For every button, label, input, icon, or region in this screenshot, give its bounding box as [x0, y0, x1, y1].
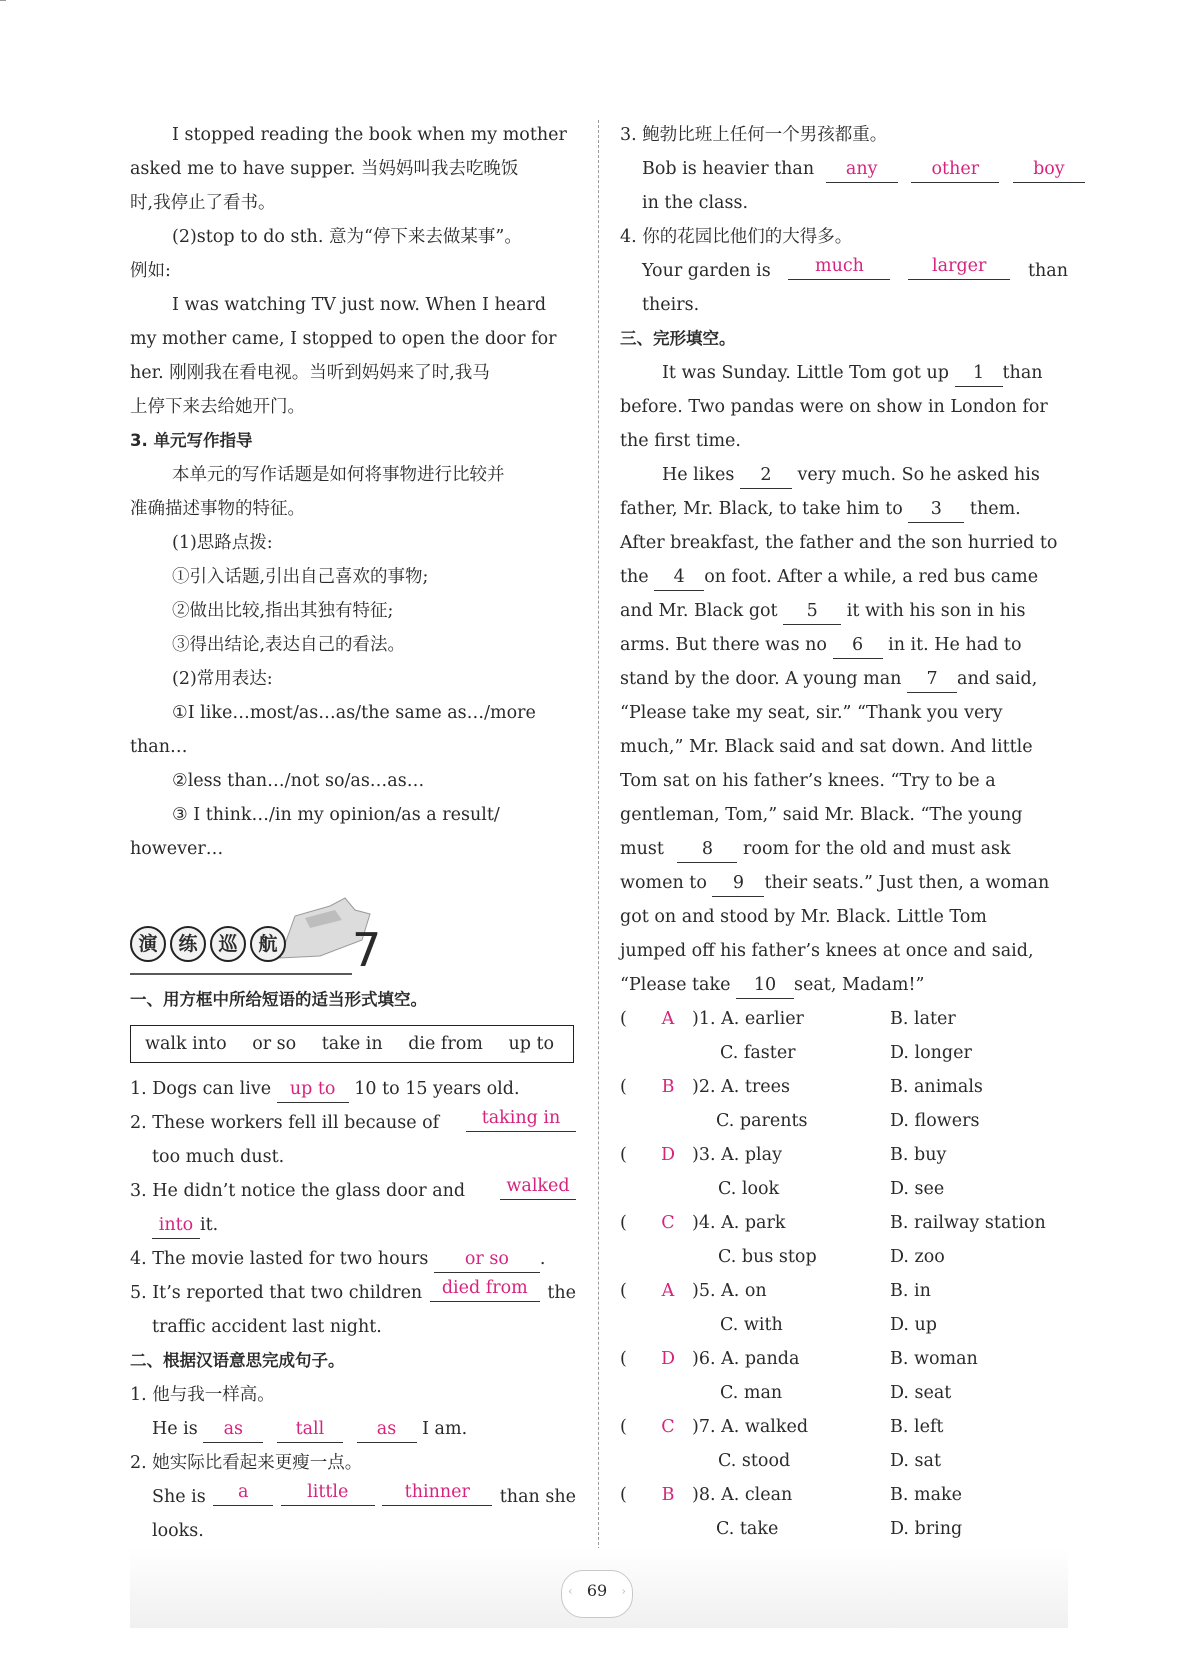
text-line: (1)思路点拨: [172, 533, 273, 553]
text-line: than… [130, 737, 188, 757]
question: 2. These workers fell ill because of taking in [130, 1106, 576, 1140]
cloze-blank: 2 [740, 463, 792, 489]
chevron-left-icon: ‹ [568, 1584, 573, 1598]
question: She is a little thinner than she [152, 1482, 576, 1507]
text-line: 4. 你的花园比他们的大得多。 [620, 227, 853, 247]
choice-row: C. stood D. sat [718, 1451, 941, 1471]
choice-row: C. faster D. longer [720, 1043, 972, 1063]
question: 3. He didn’t notice the glass door and walked [130, 1174, 576, 1208]
choice-row: ( A )5. A. on B. in [620, 1274, 1068, 1308]
crop-mark [0, 0, 6, 1]
choice-answer: A [661, 1009, 675, 1029]
text-line: into it. [130, 1208, 576, 1242]
left-column [130, 118, 580, 866]
choice-row: ( C )7. A. walked B. left [620, 1410, 1068, 1444]
answer-blank: or so [434, 1247, 540, 1273]
exercise-1 [130, 1072, 576, 1548]
exercise-2-title: 二、根据汉语意思完成句子。 [130, 1351, 345, 1370]
choice-row: C. with D. up [720, 1315, 938, 1335]
choice-answer: B [661, 1077, 675, 1097]
answer-blank: little [281, 1480, 375, 1506]
cloze-blank: 7 [907, 667, 957, 693]
cloze-line: got on and stood by Mr. Black. Little Tom [620, 907, 987, 927]
exercise-3-title: 三、完形填空。 [620, 329, 736, 348]
cloze-line: before. Two pandas were on show in London for [620, 397, 1048, 417]
choice-row: C. take D. bring [716, 1519, 963, 1539]
answer-blank: as [203, 1417, 263, 1443]
text-line: however… [130, 839, 224, 859]
banner-char: 巡 [210, 926, 246, 962]
answer-blank: up to [277, 1077, 349, 1103]
page-number-badge [561, 1570, 633, 1618]
text-line: traffic accident last night. [152, 1317, 382, 1337]
cloze-blank: 9 [712, 871, 764, 897]
text-line: in the class. [642, 193, 749, 213]
choice-answer: A [661, 1281, 675, 1301]
phrase: die from [408, 1034, 483, 1054]
choice-answer: B [661, 1485, 675, 1505]
text-line: looks. [152, 1521, 204, 1541]
phrase: take in [321, 1034, 383, 1054]
choice-row: C. bus stop D. zoo [718, 1247, 945, 1267]
text-line: ③ I think…/in my opinion/as a result/ [172, 805, 500, 825]
cloze-line: Tom sat on his father’s knees. “Try to be a [620, 771, 996, 791]
banner-char: 练 [170, 926, 206, 962]
text-line: ①引入话题,引出自己喜欢的事物; [172, 567, 429, 587]
text-line: 时,我停止了看书。 [130, 193, 276, 213]
chevron-right-icon: › [621, 1584, 626, 1598]
choice-row: ( C )4. A. park B. railway station [620, 1206, 1068, 1240]
right-column [620, 118, 1068, 1546]
cloze-blank: 3 [908, 497, 964, 523]
choice-row: ( B )2. A. trees B. animals [620, 1070, 1068, 1104]
cloze-line: stand by the door. A young man 7 and said, [620, 662, 1068, 696]
cloze-blank: 1 [955, 361, 1003, 387]
answer-blank: as [357, 1417, 417, 1443]
cloze-line: It was Sunday. Little Tom got up 1 than [620, 356, 1068, 390]
choice-row: C. parents D. flowers [716, 1111, 980, 1131]
question: 4. The movie lasted for two hours or so . [130, 1242, 576, 1276]
text-line: too much dust. [152, 1147, 285, 1167]
exercise-1-title: 一、用方框中所给短语的适当形式填空。 [130, 990, 427, 1009]
text-line: ①I like…most/as…as/the same as…/more [172, 703, 536, 723]
cloze-line: father, Mr. Black, to take him to 3 them. [620, 492, 1068, 526]
cloze-line: and Mr. Black got 5 it with his son in his [620, 594, 1068, 628]
choice-answer: D [660, 1349, 676, 1369]
answer-blank: other [911, 157, 999, 183]
choice-row: ( A )1. A. earlier B. later [620, 1002, 1068, 1036]
text-line: (2)常用表达: [172, 669, 273, 689]
cloze-line: After breakfast, the father and the son hurried to [620, 533, 1058, 553]
question: 1. Dogs can live up to 10 to 15 years old. [130, 1072, 576, 1106]
text-line: 本单元的写作话题是如何将事物进行比较并 [172, 465, 505, 485]
column-divider [598, 120, 599, 1550]
text-line: my mother came, I stopped to open the door for [130, 329, 557, 349]
answer-blank: much [788, 254, 890, 280]
cloze-line: He likes 2 very much. So he asked his [620, 458, 1068, 492]
answer-blank: thinner [382, 1480, 492, 1506]
cloze-line: the 4 on foot. After a while, a red bus came [620, 560, 1068, 594]
cloze-blank: 6 [833, 633, 883, 659]
banner-char: 演 [130, 926, 166, 962]
cloze-line: the first time. [620, 431, 741, 451]
section-heading: 3. 单元写作指导 [130, 431, 253, 450]
cloze-line: must 8 room for the old and must ask [620, 832, 1068, 866]
answer-blank: any [826, 157, 898, 183]
page-number: 69 [586, 1581, 608, 1600]
answer-blank: into [152, 1213, 200, 1239]
answer-blank: a [213, 1480, 273, 1506]
text-line: ②less than…/not so/as…as… [172, 771, 425, 791]
banner-number: 7 [352, 923, 382, 977]
cloze-line: arms. But there was no 6 in it. He had to [620, 628, 1068, 662]
cloze-line: “Please take my seat, sir.” “Thank you very [620, 703, 1003, 723]
text-line: 准确描述事物的特征。 [130, 499, 305, 519]
text-line: 上停下来去给她开门。 [130, 397, 305, 417]
choice-row: C. man D. seat [720, 1383, 952, 1403]
phrase: up to [508, 1034, 555, 1054]
cloze-line: much,” Mr. Black said and sat down. And little [620, 737, 1033, 757]
text-line: asked me to have supper. 当妈妈叫我去吃晚饭 [130, 159, 519, 179]
choice-row: ( D )6. A. panda B. woman [620, 1342, 1068, 1376]
cloze-blank: 8 [677, 837, 737, 863]
text-line: her. 刚刚我在看电视。当听到妈妈来了时,我马 [130, 363, 490, 383]
text-line: ②做出比较,指出其独有特征; [172, 601, 394, 621]
cloze-blank: 4 [654, 565, 704, 591]
choice-answer: C [661, 1417, 675, 1437]
text-line: 例如: [130, 261, 171, 281]
phrase: walk into [145, 1034, 227, 1054]
question: Bob is heavier than any other boy [620, 152, 1068, 186]
choice-row: C. look D. see [718, 1179, 945, 1199]
choice-answer: C [661, 1213, 675, 1233]
phrase: or so [252, 1034, 297, 1054]
cloze-line: jumped off his father’s knees at once and said, [620, 941, 1034, 961]
text-line: I stopped reading the book when my mother [172, 125, 567, 145]
section-banner [130, 888, 380, 980]
text-line: ③得出结论,表达自己的看法。 [172, 635, 406, 655]
text-line: 3. 鲍勃比班上任何一个男孩都重。 [620, 125, 888, 145]
text-line: 1. 他与我一样高。 [130, 1385, 275, 1405]
cloze-line: “Please take 10 seat, Madam!” [620, 968, 1068, 1002]
cloze-blank: 10 [736, 973, 794, 999]
cloze-line: women to 9 their seats.” Just then, a woman [620, 866, 1068, 900]
text-line: theirs. [642, 295, 700, 315]
text-line: (2)stop to do sth. 意为“停下来去做某事”。 [172, 227, 522, 247]
text-line: I was watching TV just now. When I heard [172, 295, 547, 315]
question: He is as tall as I am. [130, 1412, 576, 1446]
banner-char: 航 [250, 926, 286, 962]
choice-row: ( D )3. A. play B. buy [620, 1138, 1068, 1172]
cloze-line: gentleman, Tom,” said Mr. Black. “The young [620, 805, 1023, 825]
cloze-blank: 5 [783, 599, 841, 625]
answer-blank: tall [277, 1417, 343, 1443]
question: 5. It’s reported that two children died from the [130, 1278, 576, 1303]
text-line: 2. 她实际比看起来更瘦一点。 [130, 1453, 363, 1473]
answer-blank: taking in [466, 1106, 576, 1132]
answer-blank: walked [500, 1174, 576, 1200]
answer-blank: died from [430, 1276, 540, 1302]
answer-blank: boy [1013, 157, 1085, 183]
question: Your garden is much larger than [642, 256, 1068, 281]
answer-blank: larger [908, 254, 1010, 280]
choice-row: ( B )8. A. clean B. make [620, 1478, 1068, 1512]
phrase-box [130, 1025, 574, 1063]
choice-answer: D [660, 1145, 676, 1165]
